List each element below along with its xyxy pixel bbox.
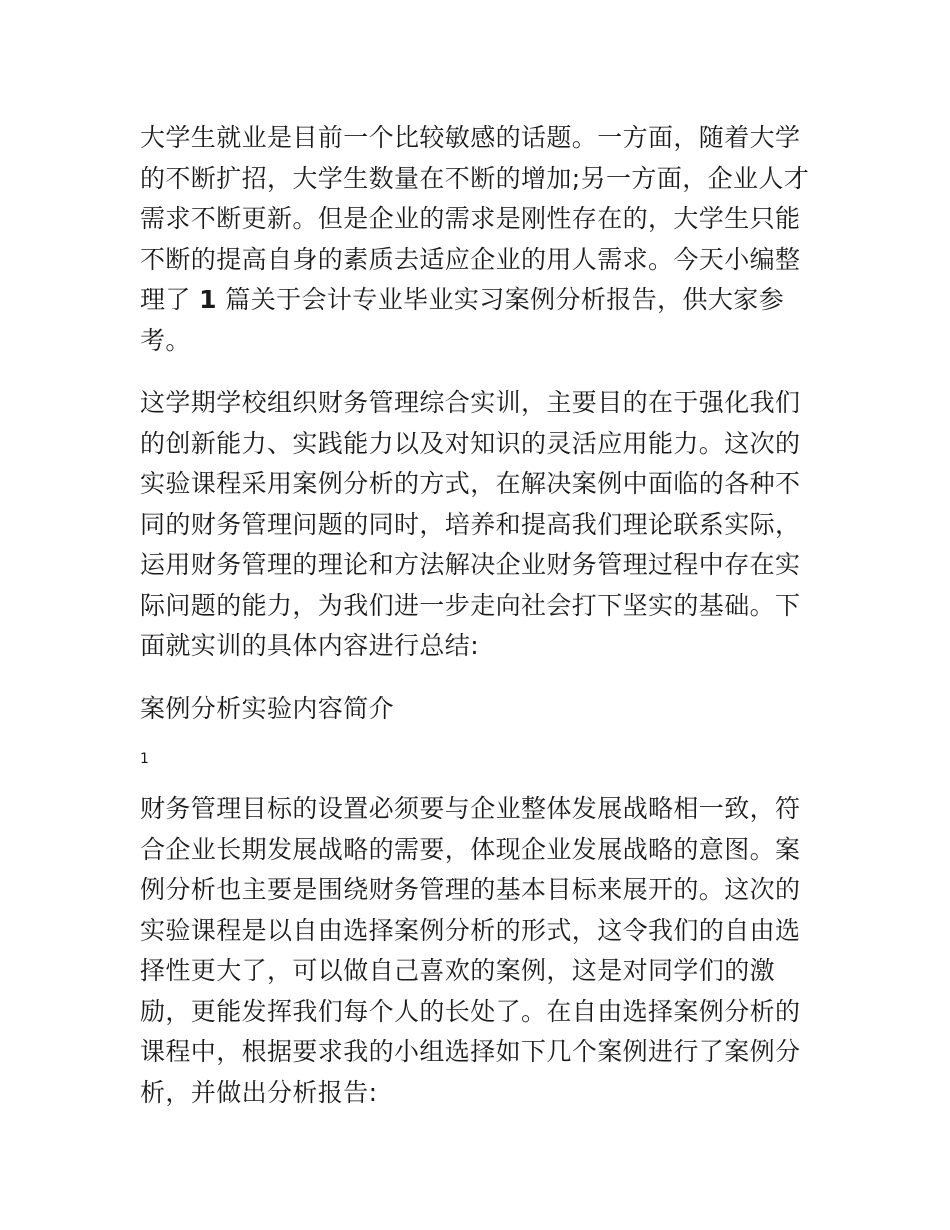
section-number: 1 — [140, 751, 149, 767]
section-heading: 案例分析实验内容简介 — [140, 693, 395, 723]
case-analysis-paragraph: 财务管理目标的设置必须要与企业整体发展战略相一致，符合企业长期发展战略的需要，体现企业发展战略的意图。案例分析也主要是围绕财务管理的基本目标来展开的。这次的实验课程是以自由选择案例分析的形式，这令我们的自由选择性更大了，可以做自己喜欢的案例，这是对同学们的激励，更能发挥我们每个人的长处了。在自由选择案例分析的课程中，根据要求我的小组选择如下几个案例进行了案例分析，并做出分析报告: — [140, 794, 801, 1107]
document-body — [140, 118, 812, 1113]
intro-paragraph — [140, 118, 812, 361]
article-count: 1 — [199, 285, 217, 314]
training-summary-paragraph: 这学期学校组织财务管理综合实训，主要目的在于强化我们的创新能力、实践能力以及对知识的灵活应用能力。这次的实验课程采用案例分析的方式，在解决案例中面临的各种不同的财务管理问题的同时，培养和提高我们理论联系实际，运用财务管理的理论和方法解决企业财务管理过程中存在实际问题的能力，为我们进一步走向社会打下坚实的基础。下面就实训的具体内容进行总结: — [140, 388, 801, 660]
intro-text-end: 篇关于会计专业毕业实习案例分析报告，供大家参考。 — [140, 285, 785, 355]
intro-text-start: 大学生就业是目前一个比较敏感的话题。一方面，随着大学的不断扩招，大学生数量在不断的增加;另一方面，企业人才需求不断更新。但是企业的需求是刚性存在的，大学生只能不断的提高自身的素质去适应企业的用人需求。今天小编整理了 — [140, 123, 810, 314]
